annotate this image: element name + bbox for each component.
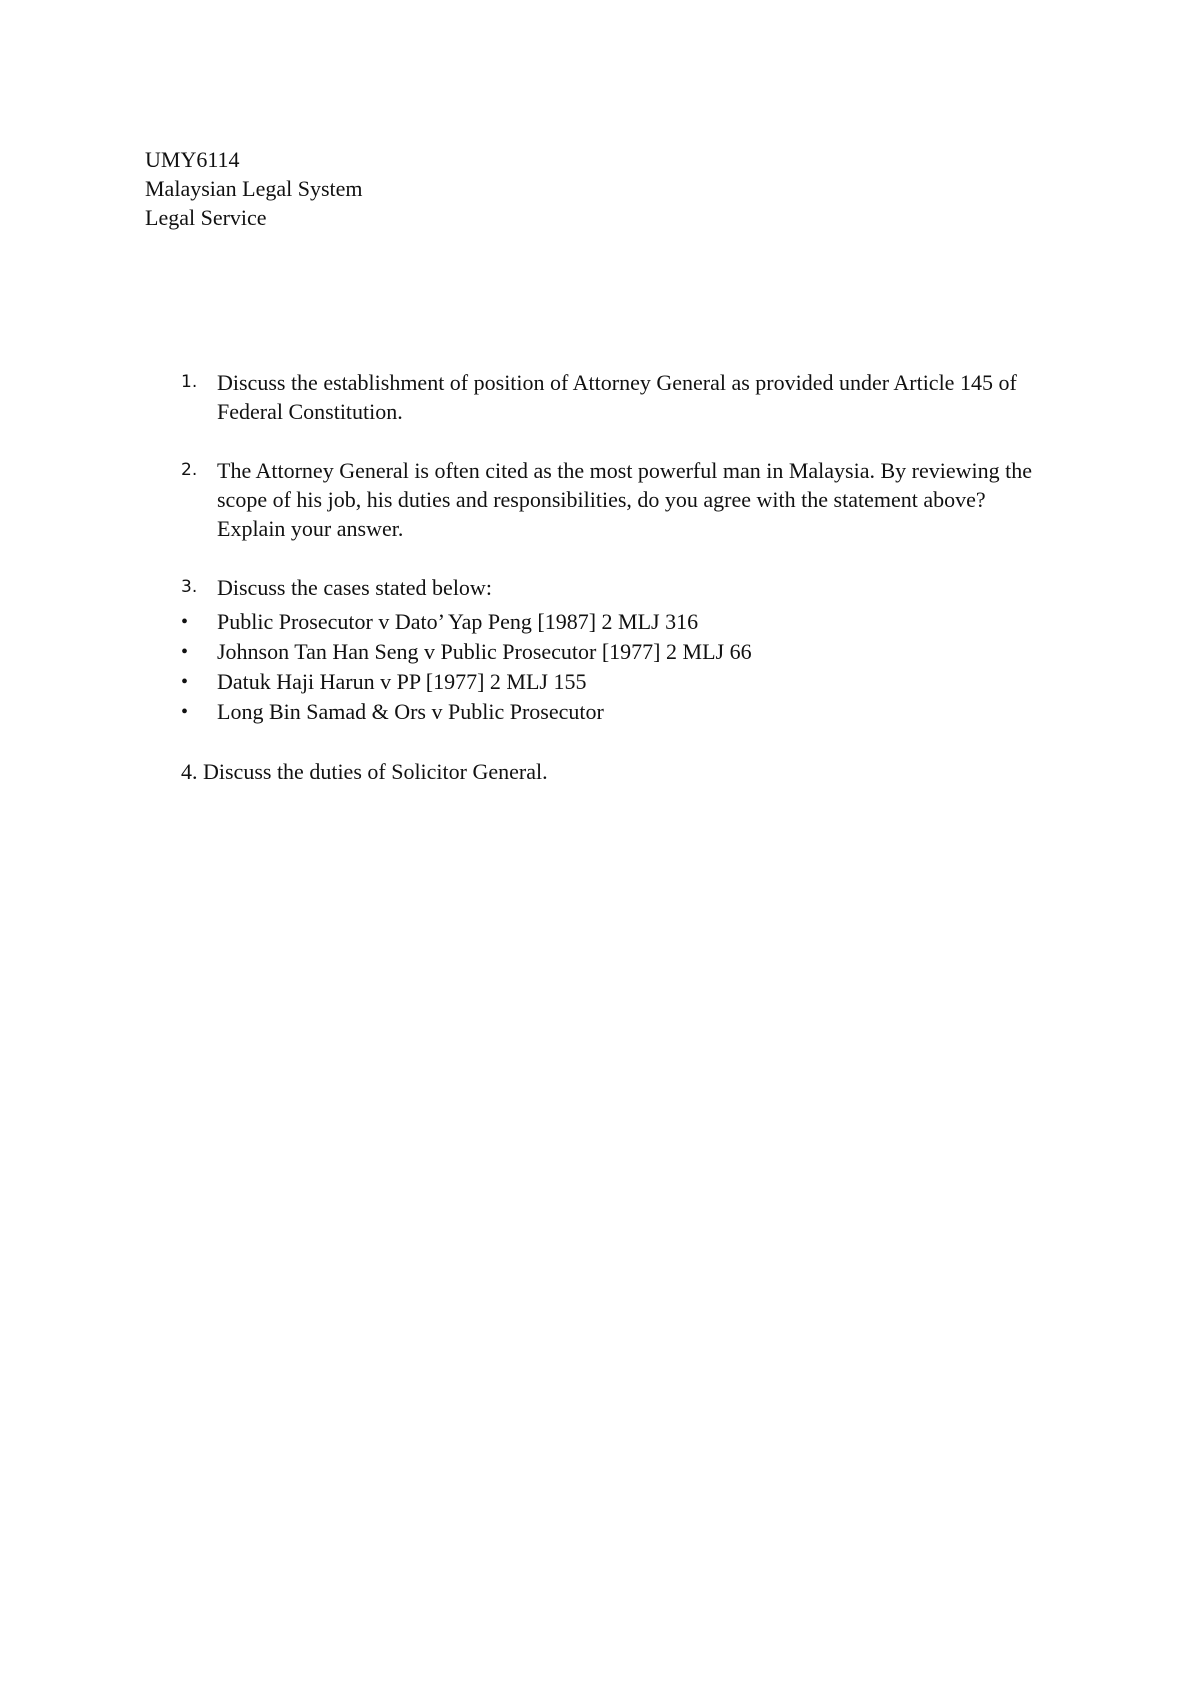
bullet-icon: • <box>181 701 189 723</box>
case-citation: Long Bin Samad & Ors v Public Prosecutor <box>217 699 604 724</box>
course-code: UMY6114 <box>145 147 240 172</box>
question-text: The Attorney General is often cited as the most powerful man in Malaysia. By reviewing the scope of his job, his duties and responsibilities, do you agree with the statement above? Explain your answer. <box>217 458 1032 541</box>
case-citation: Johnson Tan Han Seng v Public Prosecutor [1977] 2 MLJ 66 <box>217 639 752 664</box>
bullet-icon: • <box>181 641 189 663</box>
question-text: Discuss the establishment of position of Attorney General as provided under Article 145 of Federal Constitution. <box>217 370 1017 424</box>
topic-title: Legal Service <box>145 205 267 230</box>
case-list <box>145 607 1045 727</box>
bullet-icon: • <box>181 611 189 633</box>
question-list <box>145 368 1045 786</box>
question-number: 3. <box>181 577 198 597</box>
course-title: Malaysian Legal System <box>145 176 363 201</box>
question-3 <box>145 573 1045 602</box>
case-citation: Datuk Haji Harun v PP [1977] 2 MLJ 155 <box>217 669 587 694</box>
question-number: 1. <box>181 372 198 392</box>
question-number: 2. <box>181 460 198 480</box>
list-item <box>145 637 1045 667</box>
document-header <box>145 145 363 232</box>
list-item <box>145 607 1045 637</box>
question-1 <box>145 368 1045 426</box>
bullet-icon: • <box>181 671 189 693</box>
question-text: Discuss the cases stated below: <box>217 575 492 600</box>
case-citation: Public Prosecutor v Dato’ Yap Peng [1987] 2 MLJ 316 <box>217 609 699 634</box>
question-4: 4. Discuss the duties of Solicitor General. <box>181 759 548 784</box>
list-item <box>145 667 1045 697</box>
list-item <box>145 697 1045 727</box>
question-2 <box>145 456 1045 543</box>
